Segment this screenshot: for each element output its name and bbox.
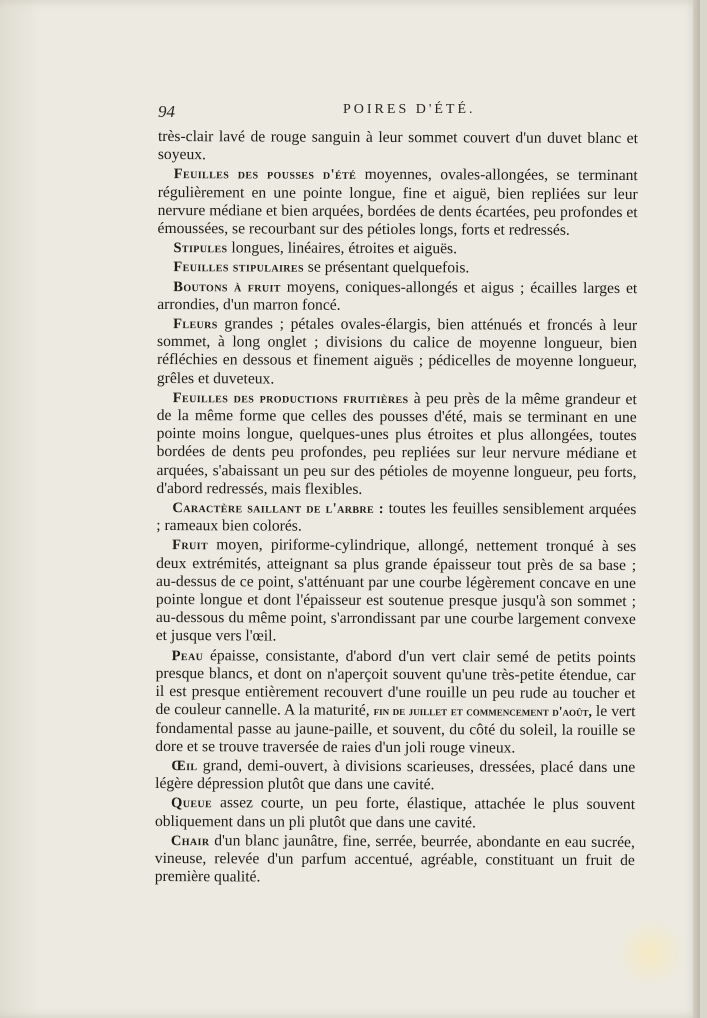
paragraph-fruit [156,536,636,647]
paragraph-text: épaisse, consistante, d'abord d'un vert clair semé de petits points presque blancs, et dont on n'aperçoit souvent qu'une très-petite étendue, car il est presque entièrement recouvert d'une rouille un peu rude au toucher et de couleur cannelle. A la maturité, [155,646,636,720]
paragraph-text: grandes ; pétales ovales-élargis, bien atténués et froncés à leur sommet, à long onglet ; divisions du calice de moyenne longueur, bien réfléchies en dessous et finement aiguës ; pédicelles de moyenne longueur, grêles et duveteux. [156,315,638,388]
paragraph-skin [155,647,635,758]
page-header [158,102,638,124]
paragraph-term: Caractère saillant de l'arbre : [172,500,385,518]
paragraph-term: Stipules [173,240,228,257]
paper-stain [616,918,686,988]
paragraph-tree-character [156,499,636,538]
paragraph-inline-term: fin de juillet et commencement d'août, [373,703,592,720]
paragraph-text: à peu près de la même grandeur et de la même forme que celles des pousses d'été, mais se terminant en une pointe moins longue, quelques-unes plus étroites et plus allongées, toutes bordées de dents peu profondes, peu repliées sur leur nervure médiane et arquées, s'abaissant un peu sur des pétioles de moyenne longueur, peu forts, d'abord redressés, mais flexibles. [156,389,637,498]
paragraph-text: se présentant quelquefois. [303,259,470,277]
paragraph-term: Boutons à fruit [173,278,281,296]
paragraph-term: Feuilles des productions fruitières [172,389,409,407]
paragraph-term: Queue [171,795,213,812]
paragraph-term: Fleurs [173,316,218,333]
paragraph-text: d'un blanc jaunâtre, fine, serrée, beurrée, abondante en eau sucrée, vineuse, relevée d'un parfum accentué, agréable, constituant un fruit de première qualité. [154,831,635,886]
paragraph-flowers [157,315,637,390]
paragraph-eye [155,757,635,796]
paragraph-text: le vert fondamental passe au jaune-paille, et souvent, du côté du soleil, la rouille se dore et se trouve traversée de raies d'un joli rouge vineux. [155,703,636,757]
paragraph-stipules [157,239,637,259]
running-title: POIRES D'ÉTÉ. [343,102,476,117]
paragraph-text: assez courte, un peu forte, élastique, attachée le plus souvent obliquement dans un pli plutôt que dans une cavité. [154,794,636,831]
paragraph-continuation [158,128,638,167]
body-text [155,128,638,889]
paragraph-flesh [155,832,635,889]
page-number: 94 [158,102,175,121]
paragraph-stalk [155,794,635,833]
paragraph-text: très-clair lavé de rouge sanguin à leur sommet couvert d'un duvet blanc et soyeux. [157,128,638,164]
paragraph-fruiting-leaves [156,389,636,500]
paragraph-text: moyens, coniques-allongés et aigus ; écailles larges et arrondies, d'un marron foncé. [157,278,638,314]
paragraph-text: moyen, piriforme-cylindrique, allongé, nettement tronqué à ses deux extrémités, atteignant sa plus grande épaisseur tout près de sa base ; au-dessus de ce point, s'atténuant par une courbe légèrement concave en une pointe longue et dont l'épaisseur est soutenue presque jusqu'à son sommet ; au-dessous du même point, s'arrondissant par une courbe largement convexe et jusque vers l'œil. [155,536,637,646]
paragraph-fruit-buds [157,278,637,317]
paragraph-text: grand, demi-ouvert, à divisions scarieuses, dressées, placé dans une légère dépression plutôt que dans une cavité. [155,757,636,794]
page-fold-shadow [0,0,40,1018]
paragraph-term: Fruit [172,537,209,554]
paragraph-term: Peau [171,647,204,664]
paragraph-term: Œil [171,757,198,775]
paragraph-text: longues, linéaires, étroites et aiguës. [227,239,458,258]
paragraph-text: toutes les feuilles sensiblement arquées ; rameaux bien colorés. [156,500,637,535]
paragraph-stipular-leaves [157,258,637,278]
paragraph-leaves-summer-shoots [158,165,638,240]
paragraph-term: Chair [170,832,210,849]
paragraph-text: moyennes, ovales-allongées, se terminant régulièrement en une pointe longue, fine et aiguë, bien repliées sur leur nervure médiane et bien arquées, bordées de dents écartées, peu profondes et émoussées, se recourbant sur des pétioles longs, forts et redressés. [157,166,638,239]
paragraph-term: Feuilles stipulaires [173,259,304,277]
paragraph-term: Feuilles des pousses d'été [173,166,357,184]
page-edge [693,0,700,1018]
